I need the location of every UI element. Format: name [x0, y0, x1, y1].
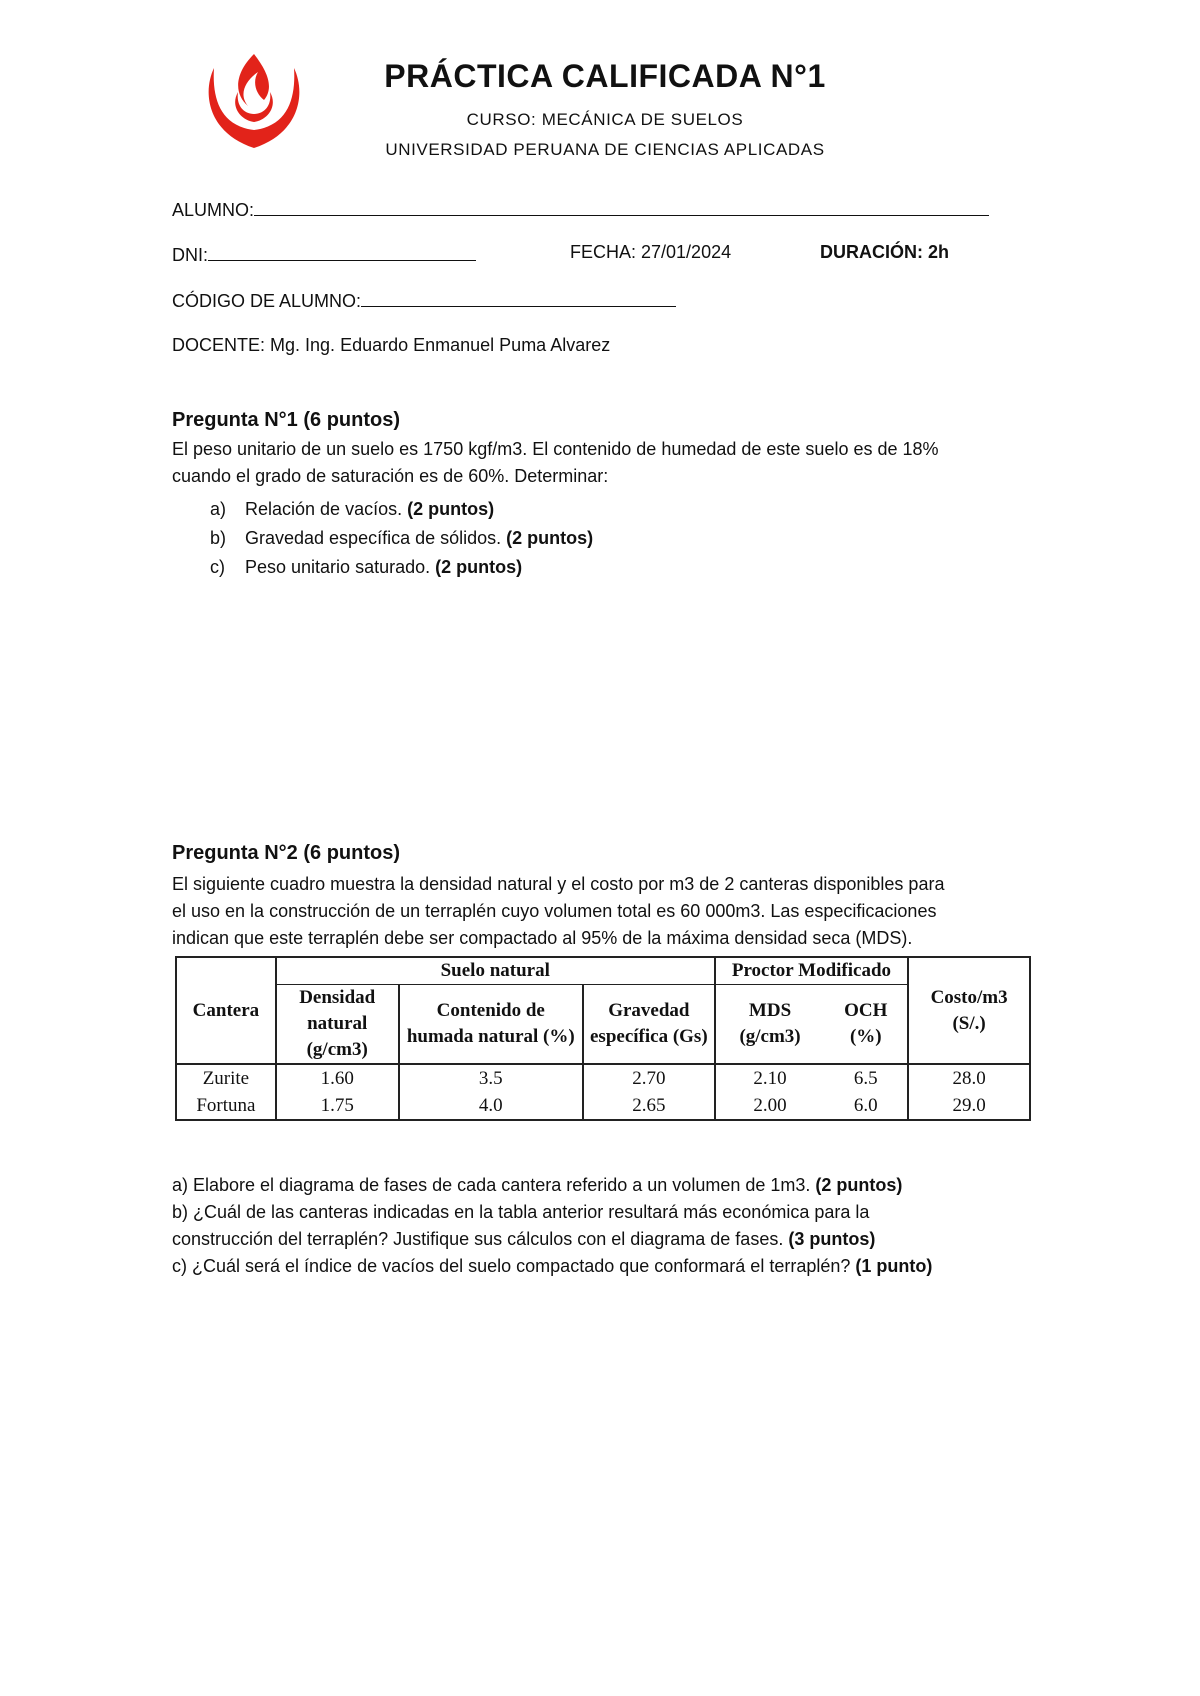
- question-2-part-b: [172, 1199, 1072, 1226]
- table-row: [176, 1092, 1030, 1120]
- item-text: Relación de vacíos.: [245, 499, 403, 519]
- university-logo-icon: [200, 48, 308, 156]
- student-code-label: CÓDIGO DE ALUMNO:: [172, 291, 362, 311]
- question-2-parts: [172, 1172, 1072, 1280]
- cell-costo: 28.0: [908, 1064, 1030, 1092]
- item-points: (2 puntos): [506, 528, 594, 548]
- question-2-part-a: [172, 1172, 1072, 1199]
- exam-title: PRÁCTICA CALIFICADA N°1: [384, 58, 826, 94]
- item-text: Peso unitario saturado.: [245, 557, 431, 577]
- table-row: [176, 1064, 1030, 1092]
- question-2-statement: [172, 871, 1042, 952]
- cell-cantera: Fortuna: [176, 1092, 276, 1120]
- question-1-title: Pregunta N°1 (6 puntos): [172, 409, 401, 431]
- question-1-item-b: [210, 528, 593, 549]
- cell-densidad: 1.75: [276, 1092, 399, 1120]
- header-costo: Costo/m3 (S/.): [908, 957, 1030, 1064]
- part-text: b) ¿Cuál de las canteras indicadas en la tabla anterior resultará más económica para la: [172, 1202, 870, 1222]
- header-proctor: Proctor Modificado: [715, 957, 909, 985]
- cell-contenido: 3.5: [399, 1064, 583, 1092]
- header-contenido: Contenido de humada natural (%): [399, 985, 583, 1065]
- cell-densidad: 1.60: [276, 1064, 399, 1092]
- part-points: (2 puntos): [815, 1175, 903, 1195]
- teacher-name: Mg. Ing. Eduardo Enmanuel Puma Alvarez: [270, 335, 611, 355]
- question-1-item-c: [210, 557, 522, 578]
- teacher-row: [172, 335, 610, 356]
- part-points: (3 puntos): [788, 1229, 876, 1249]
- cell-gs: 2.65: [583, 1092, 715, 1120]
- question-2-part-c: [172, 1253, 1072, 1280]
- part-text: construcción del terraplén? Justifique sus cálculos con el diagrama de fases.: [172, 1229, 784, 1249]
- question-2-line: El siguiente cuadro muestra la densidad natural y el costo por m3 de 2 canteras disponibles para: [172, 874, 945, 894]
- student-name-row: [172, 197, 989, 221]
- student-code-row: [172, 288, 676, 312]
- dni-field[interactable]: [208, 242, 476, 261]
- university-name: UNIVERSIDAD PERUANA DE CIENCIAS APLICADAS: [385, 140, 825, 159]
- question-1-line: El peso unitario de un suelo es 1750 kgf/m3. El contenido de humedad de este suelo es de 18%: [172, 439, 939, 459]
- question-2-line: indican que este terraplén debe ser compactado al 95% de la máxima densidad seca (MDS).: [172, 928, 913, 948]
- cell-och: 6.0: [824, 1092, 908, 1120]
- dni-label: DNI:: [172, 245, 208, 265]
- student-code-field[interactable]: [361, 288, 676, 307]
- cell-costo: 29.0: [908, 1092, 1030, 1120]
- header-suelo-natural: Suelo natural: [276, 957, 715, 985]
- question-1-line: cuando el grado de saturación es de 60%. Determinar:: [172, 466, 609, 486]
- item-points: (2 puntos): [435, 557, 523, 577]
- cell-cantera: Zurite: [176, 1064, 276, 1092]
- cell-gs: 2.70: [583, 1064, 715, 1092]
- item-marker: c): [210, 557, 225, 577]
- item-points: (2 puntos): [407, 499, 495, 519]
- question-2-title: Pregunta N°2 (6 puntos): [172, 842, 401, 864]
- header-densidad: Densidad natural (g/cm3): [276, 985, 399, 1065]
- question-2-line: el uso en la construcción de un terraplén cuyo volumen total es 60 000m3. Las especificaciones: [172, 901, 937, 921]
- part-text: a) Elabore el diagrama de fases de cada cantera referido a un volumen de 1m3.: [172, 1175, 811, 1195]
- cell-mds: 2.00: [715, 1092, 825, 1120]
- header-och: OCH (%): [824, 985, 908, 1065]
- question-1-statement: [172, 436, 1042, 490]
- student-name-field[interactable]: [254, 197, 989, 216]
- cell-och: 6.5: [824, 1064, 908, 1092]
- exam-date: FECHA: 27/01/2024: [570, 242, 732, 262]
- course-name: CURSO: MECÁNICA DE SUELOS: [466, 110, 744, 129]
- part-points: (1 punto): [855, 1256, 933, 1276]
- item-text: Gravedad específica de sólidos.: [245, 528, 502, 548]
- cell-contenido: 4.0: [399, 1092, 583, 1120]
- header-cantera: Cantera: [176, 957, 276, 1064]
- exam-duration: DURACIÓN: 2h: [820, 242, 949, 262]
- teacher-label: DOCENTE:: [172, 335, 266, 355]
- dni-row: [172, 242, 476, 266]
- item-marker: a): [210, 499, 227, 519]
- item-marker: b): [210, 528, 227, 548]
- quarry-data-table: [175, 956, 1031, 1121]
- question-1-item-a: [210, 499, 494, 520]
- header-mds: MDS (g/cm3): [739, 1000, 801, 1047]
- cell-mds: 2.10: [715, 1064, 825, 1092]
- student-name-label: ALUMNO:: [172, 200, 255, 220]
- question-2-part-b-cont: [172, 1226, 1072, 1253]
- part-text: c) ¿Cuál será el índice de vacíos del suelo compactado que conformará el terraplén?: [172, 1256, 851, 1276]
- header-gravedad: Gravedad específica (Gs): [583, 985, 715, 1065]
